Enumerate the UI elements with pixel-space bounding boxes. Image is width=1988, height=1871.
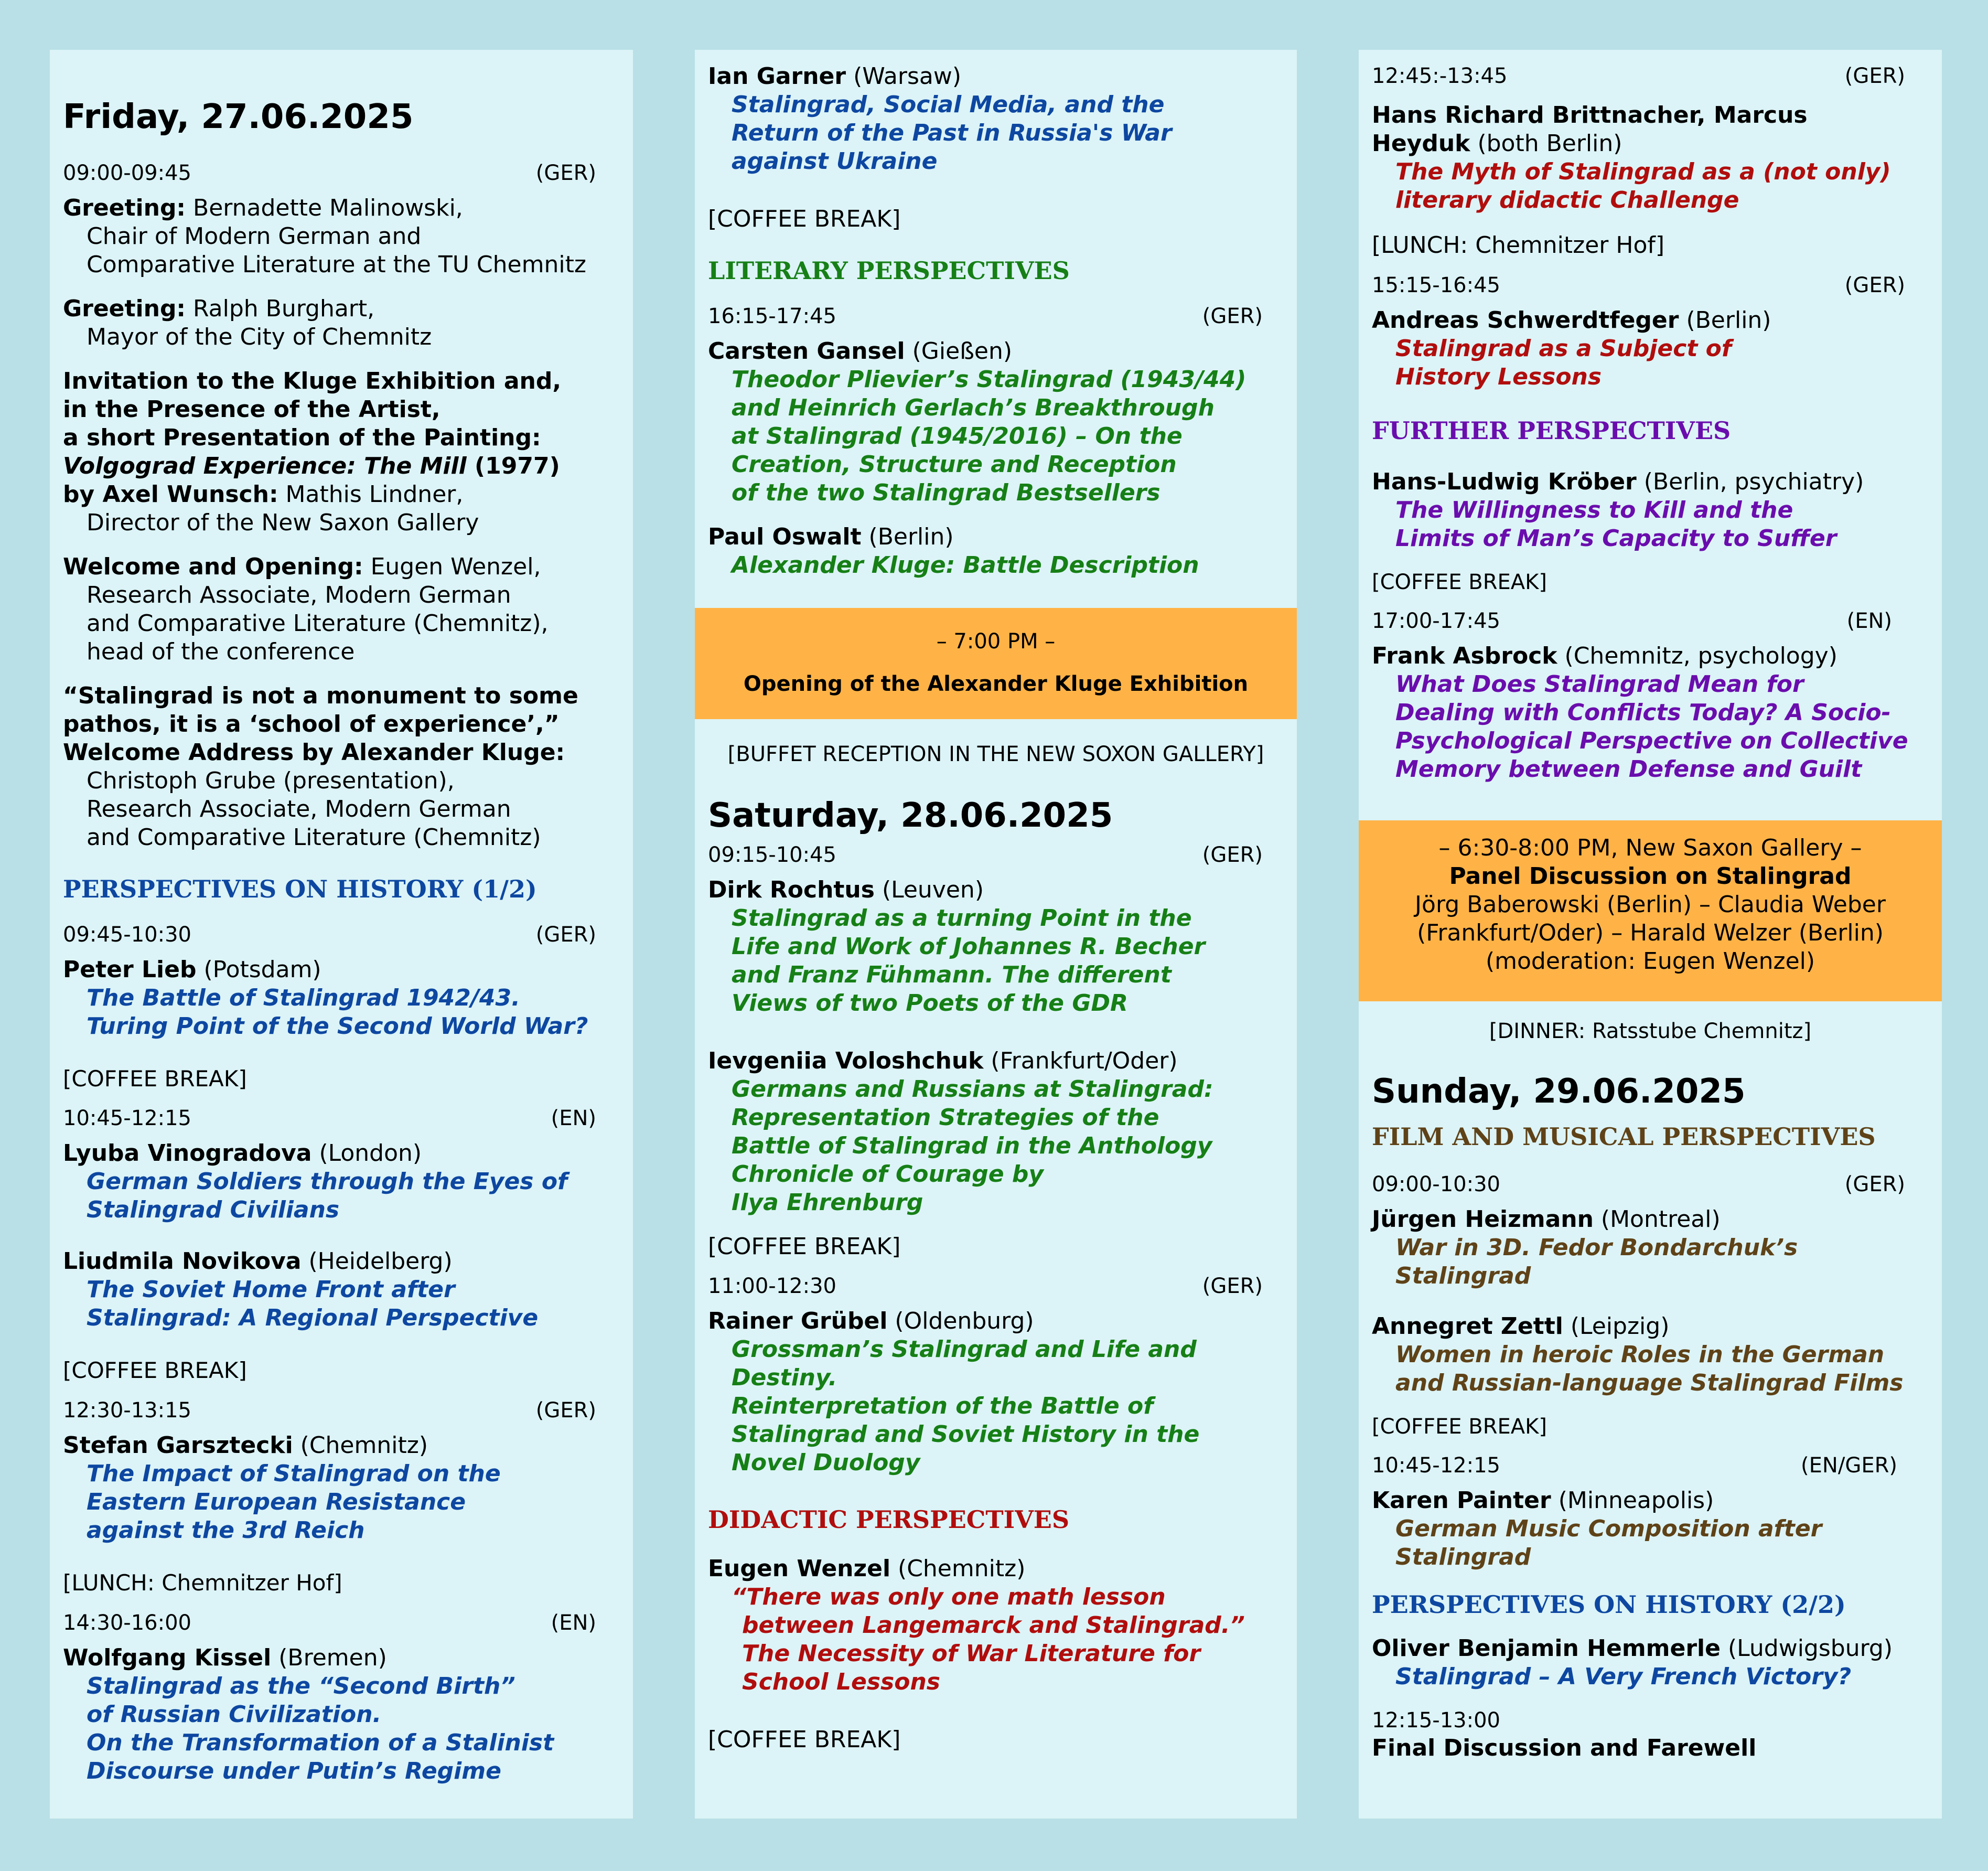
column-3 — [1359, 50, 1942, 1819]
kluge-address — [63, 682, 617, 852]
language: (EN) — [1846, 609, 1892, 634]
day-heading-friday: Friday, 27.06.2025 — [63, 98, 414, 136]
place: (Warsaw) — [853, 63, 962, 90]
time-slot — [1372, 607, 1929, 635]
talk-title: at Stalingrad (1945/2016) – On the — [732, 423, 1183, 450]
time-slot — [63, 1105, 617, 1132]
section-heading-history-1: PERSPECTIVES ON HISTORY (1/2) — [63, 874, 537, 903]
place: (Berlin) — [868, 523, 954, 550]
place: (London) — [319, 1140, 422, 1167]
time: 09:00-10:30 — [1372, 1172, 1500, 1196]
lunch-break: [LUNCH: Chemnitzer Hof] — [1372, 232, 1665, 259]
talk-title: Chronicle of Courage by — [732, 1160, 1044, 1188]
event-time: – 7:00 PM – — [936, 629, 1056, 654]
line: Christoph Grube (presentation), — [87, 767, 455, 794]
section-heading-film-music: FILM AND MUSICAL PERSPECTIVES — [1372, 1122, 1876, 1151]
speaker: Stefan Garsztecki — [63, 1431, 293, 1459]
talk-title: What Does Stalingrad Mean for — [1395, 671, 1804, 698]
time: 12:45:-13:45 — [1372, 64, 1508, 88]
speaker: Carsten Gansel — [708, 338, 905, 365]
time: 11:00-12:30 — [708, 1274, 836, 1298]
speaker: Eugen Wenzel, — [370, 553, 541, 580]
greeting-1 — [63, 194, 617, 279]
talk-title: Battle of Stalingrad in the Anthology — [732, 1132, 1212, 1159]
talk-vinogradova — [63, 1139, 617, 1224]
speaker: Hans Richard Brittnacher, Marcus — [1372, 102, 1808, 129]
painting-year: (1977) — [475, 452, 560, 479]
talk-hemmerle — [1372, 1634, 1929, 1691]
language: (GER) — [1844, 1172, 1905, 1196]
talk-title: of the two Stalingrad Bestsellers — [732, 479, 1160, 506]
speaker: Hans-Ludwig Kröber — [1372, 468, 1637, 496]
column-1 — [50, 50, 633, 1819]
line: pathos, it is a ‘school of experience’,” — [63, 710, 560, 737]
talk-title: between Langemarck and Stalingrad.” — [742, 1611, 1245, 1639]
language: (EN) — [551, 1106, 596, 1131]
talk-title: Psychological Perspective on Collective — [1395, 728, 1908, 755]
speaker: Eugen Wenzel — [708, 1555, 891, 1582]
talk-title: Stalingrad — [1395, 1262, 1531, 1289]
time-slot — [1372, 1707, 1929, 1734]
place: (Oldenburg) — [895, 1307, 1034, 1334]
talk-title: of Russian Civilization. — [87, 1701, 382, 1728]
coffee-break: [COFFEE BREAK] — [708, 1726, 901, 1753]
line: Chair of Modern German and — [87, 222, 422, 250]
line: in the Presence of the Artist, — [63, 395, 440, 423]
line: head of the conference — [87, 638, 355, 665]
line: Research Associate, Modern German — [87, 581, 511, 608]
talk-title: Women in heroic Roles in the German — [1395, 1341, 1885, 1368]
speaker: Liudmila Novikova — [63, 1248, 302, 1275]
label: Greeting: — [63, 295, 186, 322]
speaker: Ralph Burghart, — [193, 295, 375, 322]
time-slot — [63, 1397, 617, 1424]
talk-title: Ilya Ehrenburg — [732, 1189, 923, 1216]
line: “Stalingrad is not a monument to some — [63, 682, 578, 709]
place: (Ludwigsburg) — [1727, 1634, 1893, 1662]
talk-title: Novel Duology — [732, 1449, 920, 1476]
talk-wenzel — [708, 1555, 1284, 1696]
talk-title: and Heinrich Gerlach’s Breakthrough — [732, 394, 1215, 421]
time-slot — [708, 303, 1284, 330]
place: (Chemnitz) — [300, 1431, 428, 1459]
coffee-break: [COFFEE BREAK] — [708, 206, 901, 232]
time: 16:15-17:45 — [708, 304, 836, 328]
section-heading-didactic: DIDACTIC PERSPECTIVES — [708, 1505, 1070, 1534]
talk-title: Life and Work of Johannes R. Becher — [732, 933, 1206, 960]
language: (GER) — [535, 922, 596, 947]
time: 10:45-12:15 — [63, 1106, 191, 1131]
line: a short Presentation of the Painting: — [63, 424, 541, 451]
time: 14:30-16:00 — [63, 1610, 191, 1635]
time: 10:45-12:15 — [1372, 1453, 1500, 1478]
time-slot — [708, 1273, 1284, 1300]
talk-title: Stalingrad as a turning Point in the — [732, 904, 1192, 932]
section-heading-further: FURTHER PERSPECTIVES — [1372, 416, 1731, 445]
talk-title: Stalingrad — [1395, 1543, 1531, 1570]
speaker: Wolfgang Kissel — [63, 1644, 272, 1671]
talk-schwerdtfeger — [1372, 306, 1929, 391]
place: (Frankfurt/Oder) — [991, 1047, 1178, 1074]
talk-kroeber — [1372, 468, 1929, 553]
speaker: Bernadette Malinowski, — [193, 194, 463, 221]
talk-title: Creation, Structure and Reception — [732, 451, 1177, 478]
time-slot — [1372, 272, 1929, 299]
lunch-break: [LUNCH: Chemnitzer Hof] — [63, 1569, 342, 1596]
talk-title: Limits of Man’s Capacity to Suffer — [1395, 525, 1837, 552]
place: (Montreal) — [1600, 1205, 1721, 1233]
speaker: Heyduk — [1372, 130, 1470, 157]
dinner: [DINNER: Ratsstube Chemnitz] — [1489, 1019, 1812, 1044]
speaker: Ian Garner — [708, 63, 846, 90]
speaker: Peter Lieb — [63, 956, 197, 983]
place: (Chemnitz) — [898, 1555, 1026, 1582]
line: Director of the New Saxon Gallery — [87, 509, 479, 536]
place: (Heidelberg) — [308, 1248, 453, 1275]
talk-title: Stalingrad as a Subject of — [1395, 335, 1732, 362]
time: 12:15-13:00 — [1372, 1708, 1500, 1733]
speaker: Annegret Zettl — [1372, 1312, 1563, 1340]
day-heading-saturday: Saturday, 28.06.2025 — [708, 796, 1113, 835]
language: (GER) — [535, 1398, 596, 1423]
panel-line: (moderation: Eugen Wenzel) — [1485, 948, 1815, 975]
talk-title: The Necessity of War Literature for — [742, 1640, 1201, 1667]
speaker: Mathis Lindner, — [285, 480, 464, 508]
talk-title: Stalingrad: A Regional Perspective — [87, 1305, 539, 1332]
talk-title: Stalingrad as the “Second Birth” — [87, 1672, 515, 1699]
section-heading-history-2: PERSPECTIVES ON HISTORY (2/2) — [1372, 1590, 1846, 1619]
talk-title: “There was only one math lesson — [732, 1583, 1166, 1610]
speaker: Ievgeniia Voloshchuk — [708, 1047, 984, 1074]
talk-gruebel — [708, 1307, 1284, 1477]
language: (GER) — [1202, 1274, 1263, 1298]
talk-title: War in 3D. Fedor Bondarchuk’s — [1395, 1234, 1798, 1261]
talk-garsztecki — [63, 1431, 617, 1545]
invitation — [63, 367, 617, 537]
talk-kissel — [63, 1644, 617, 1786]
line: Welcome Address by Alexander Kluge: — [63, 739, 565, 766]
coffee-break: [COFFEE BREAK] — [1372, 1414, 1548, 1439]
talk-heizmann — [1372, 1205, 1929, 1290]
place: (Berlin) — [1686, 307, 1771, 334]
coffee-break: [COFFEE BREAK] — [63, 1357, 247, 1384]
talk-title: Memory between Defense and Guilt — [1395, 756, 1862, 783]
line: and Comparative Literature (Chemnitz) — [87, 824, 541, 851]
speaker: Rainer Grübel — [708, 1307, 888, 1334]
talk-novikova — [63, 1247, 617, 1332]
talk-voloshchuk — [708, 1047, 1284, 1217]
talk-title: Germans and Russians at Stalingrad: — [732, 1075, 1213, 1103]
line: Invitation to the Kluge Exhibition and, — [63, 367, 562, 394]
talk-title: School Lessons — [742, 1668, 940, 1695]
panel-time: – 6:30-8:00 PM, New Saxon Gallery – — [1438, 835, 1862, 862]
talk-title: Representation Strategies of the — [732, 1104, 1159, 1131]
time-slot — [63, 1609, 617, 1637]
time-slot — [63, 159, 617, 187]
time: 15:15-16:45 — [1372, 273, 1500, 298]
panel-line: Jörg Baberowski (Berlin) – Claudia Weber — [1415, 891, 1886, 918]
talk-title: The Soviet Home Front after — [87, 1276, 455, 1303]
talk-zettl — [1372, 1312, 1929, 1397]
place: (Minneapolis) — [1558, 1487, 1714, 1514]
talk-title: Reinterpretation of the Battle of — [732, 1392, 1154, 1419]
time-slot — [1372, 1171, 1929, 1198]
talk-title: Turing Point of the Second World War? — [87, 1012, 588, 1040]
talk-asbrock — [1372, 642, 1929, 784]
talk-title: Eastern European Resistance — [87, 1488, 466, 1515]
talk-title: against the 3rd Reich — [87, 1516, 365, 1544]
talk-title: literary didactic Challenge — [1395, 187, 1739, 213]
painting-title: Volgograd Experience: The Mill — [63, 452, 467, 479]
time-slot — [1372, 1452, 1929, 1479]
talk-title: Stalingrad – A Very French Victory? — [1395, 1663, 1852, 1690]
speaker: Andreas Schwerdtfeger — [1372, 307, 1679, 334]
talk-title: The Myth of Stalingrad as a (not only) — [1395, 158, 1891, 185]
panel-discussion-box — [1359, 820, 1942, 1001]
coffee-break: [COFFEE BREAK] — [708, 1233, 901, 1260]
speaker: Frank Asbrock — [1372, 643, 1557, 670]
place: (Chemnitz, psychology) — [1564, 643, 1837, 670]
line: Comparative Literature at the TU Chemnitz — [87, 251, 586, 278]
talk-title: and Russian-language Stalingrad Films — [1395, 1369, 1904, 1396]
talk-title: Stalingrad Civilians — [87, 1196, 340, 1224]
evening-event-box — [695, 608, 1297, 719]
talk-oswalt — [708, 523, 1284, 580]
label: by Axel Wunsch: — [63, 480, 278, 508]
place: (Gießen) — [912, 338, 1013, 365]
talk-title: Alexander Kluge: Battle Description — [732, 552, 1199, 579]
time: 12:30-13:15 — [63, 1398, 191, 1423]
place: (both Berlin) — [1477, 130, 1622, 157]
language: (GER) — [1844, 273, 1905, 298]
time: 09:15-10:45 — [708, 842, 836, 867]
place: (Leipzig) — [1570, 1312, 1670, 1340]
speaker: Karen Painter — [1372, 1487, 1551, 1514]
language: (EN) — [551, 1610, 596, 1635]
language: (GER) — [1202, 304, 1263, 328]
place: (Leuven) — [882, 876, 984, 903]
talk-title: Stalingrad and Soviet History in the — [732, 1420, 1200, 1448]
greeting-2 — [63, 295, 617, 351]
time: 09:45-10:30 — [63, 922, 191, 947]
line: Research Associate, Modern German — [87, 795, 511, 822]
label: Greeting: — [63, 194, 186, 221]
talk-title: and Franz Fühmann. The different — [732, 961, 1172, 988]
talk-rochtus — [708, 876, 1284, 1018]
language: (GER) — [535, 161, 596, 185]
language: (GER) — [1202, 842, 1263, 867]
time-slot — [1372, 62, 1929, 90]
final-discussion: Final Discussion and Farewell — [1372, 1734, 1757, 1761]
talk-title: The Battle of Stalingrad 1942/43. — [87, 984, 520, 1011]
place: (Bremen) — [278, 1644, 387, 1671]
time-slot — [708, 841, 1284, 869]
coffee-break: [COFFEE BREAK] — [1372, 570, 1548, 595]
talk-title: Grossman’s Stalingrad and Life and — [732, 1335, 1197, 1363]
buffet-reception: [BUFFET RECEPTION IN THE NEW SOXON GALLERY] — [727, 742, 1264, 766]
language: (EN/GER) — [1801, 1453, 1897, 1478]
talk-gansel — [708, 337, 1284, 507]
talk-title: Return of the Past in Russia's War — [732, 120, 1172, 146]
time-slot — [63, 921, 617, 948]
label: Welcome and Opening: — [63, 553, 363, 580]
talk-title: Theodor Plievier’s Stalingrad (1943/44) — [732, 366, 1246, 393]
talk-lieb — [63, 956, 617, 1041]
line: and Comparative Literature (Chemnitz), — [87, 610, 549, 637]
talk-title: On the Transformation of a Stalinist — [87, 1729, 554, 1756]
talk-title: German Music Composition after — [1395, 1515, 1822, 1542]
talk-title: The Willingness to Kill and the — [1395, 497, 1793, 524]
time: 17:00-17:45 — [1372, 609, 1500, 634]
talk-title: Dealing with Conflicts Today? A Socio- — [1395, 699, 1891, 726]
speaker: Oliver Benjamin Hemmerle — [1372, 1634, 1721, 1662]
talk-title: Stalingrad, Social Media, and the — [732, 91, 1165, 118]
panel-title: Panel Discussion on Stalingrad — [1449, 863, 1852, 890]
talk-title: German Soldiers through the Eyes of — [87, 1168, 568, 1195]
talk-painter — [1372, 1487, 1929, 1571]
talk-brittnacher — [1372, 101, 1929, 215]
speaker: Paul Oswalt — [708, 523, 862, 550]
talk-title: against Ukraine — [732, 148, 938, 175]
talk-title: Discourse under Putin’s Regime — [87, 1757, 501, 1784]
welcome-opening — [63, 553, 617, 666]
talk-title: History Lessons — [1395, 363, 1602, 391]
language: (GER) — [1844, 64, 1905, 88]
speaker: Jürgen Heizmann — [1372, 1205, 1594, 1233]
speaker: Lyuba Vinogradova — [63, 1140, 312, 1167]
section-heading-literary: LITERARY PERSPECTIVES — [708, 256, 1070, 285]
talk-title: Views of two Poets of the GDR — [732, 989, 1128, 1017]
event-title: Opening of the Alexander Kluge Exhibition — [743, 672, 1249, 696]
time: 09:00-09:45 — [63, 161, 191, 185]
panel-line: (Frankfurt/Oder) – Harald Welzer (Berlin) — [1417, 920, 1884, 947]
speaker: Dirk Rochtus — [708, 876, 875, 903]
day-heading-sunday: Sunday, 29.06.2025 — [1372, 1072, 1746, 1111]
talk-garner — [708, 62, 1284, 176]
place: (Berlin, psychiatry) — [1643, 468, 1864, 496]
talk-title: The Impact of Stalingrad on the — [87, 1460, 501, 1487]
line: Mayor of the City of Chemnitz — [87, 323, 432, 350]
coffee-break: [COFFEE BREAK] — [63, 1065, 247, 1092]
column-2 — [695, 50, 1297, 1819]
place: (Potsdam) — [203, 956, 321, 983]
talk-title: Destiny. — [732, 1364, 837, 1391]
